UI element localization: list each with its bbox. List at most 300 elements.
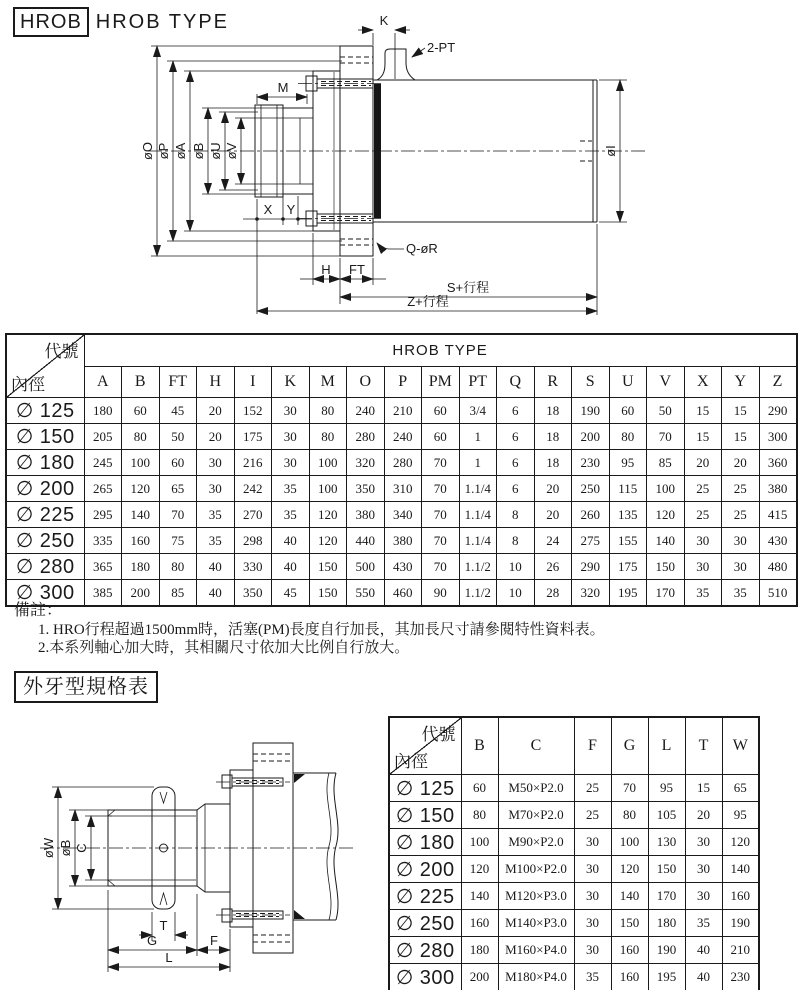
bore-label: ∅ 180 [6, 450, 84, 476]
dimension-value: 250 [572, 476, 610, 502]
dimension-value: 70 [422, 554, 460, 580]
dimension-value: 8 [497, 502, 535, 528]
dimension-value: 30 [722, 528, 760, 554]
dimension-value: 216 [234, 450, 272, 476]
corner2-bore-label: 內徑 [394, 752, 428, 771]
bolt-hole-callout: Q-øR [406, 241, 438, 256]
dimension-value: 275 [572, 528, 610, 554]
table2-corner-cell [389, 717, 461, 775]
dimension-value: 365 [84, 554, 122, 580]
dimension-value: 80 [609, 424, 647, 450]
dimension-value: 1.1/4 [459, 476, 497, 502]
notes-title: 備註： [14, 602, 63, 619]
dimension-value: 30 [574, 937, 611, 964]
dimension-value: M100×P2.0 [498, 856, 574, 883]
dimension-value: 230 [572, 450, 610, 476]
dimension-value: M120×P3.0 [498, 883, 574, 910]
bore-label: ∅ 125 [389, 775, 461, 802]
column-header: T [685, 717, 722, 775]
dimension-value: 40 [685, 964, 722, 990]
dimension-value: 180 [84, 398, 122, 424]
table-row [6, 398, 797, 424]
dimension-value: 152 [234, 398, 272, 424]
dimension-value: 350 [234, 580, 272, 607]
dimension-value: 120 [309, 528, 347, 554]
dimension-value: 120 [647, 502, 685, 528]
hrob-dimension-table [5, 333, 798, 607]
dimension-value: 180 [648, 910, 685, 937]
dimension-value: 3/4 [459, 398, 497, 424]
dimension-value: 320 [572, 580, 610, 607]
bore-label: ∅ 180 [389, 829, 461, 856]
bore-label: ∅ 250 [389, 910, 461, 937]
dimension-value: 170 [647, 580, 685, 607]
dimension-value: 30 [574, 883, 611, 910]
weld-mark-bottom [294, 910, 305, 919]
dimension-value: 95 [648, 775, 685, 802]
table-row [6, 424, 797, 450]
dimension-value: 160 [611, 937, 648, 964]
table-row [6, 450, 797, 476]
dimension-value: M140×P3.0 [498, 910, 574, 937]
dim-label-ft: FT [349, 262, 365, 277]
dimension-value: 290 [572, 554, 610, 580]
dim-label-k: K [379, 13, 389, 28]
dimension-value: 35 [722, 580, 760, 607]
dimension-value: 1.1/2 [459, 580, 497, 607]
dimension-value: 40 [272, 554, 310, 580]
dimension-value: 15 [684, 424, 722, 450]
dimension-value: 335 [84, 528, 122, 554]
dimension-value: 170 [648, 883, 685, 910]
dim-label-dia-p: øP [156, 142, 171, 160]
dimension-value: 20 [534, 502, 572, 528]
column-header: H [197, 367, 235, 398]
dimension-value: 30 [684, 554, 722, 580]
dimension-value: 18 [534, 398, 572, 424]
thread-section-title: 外牙型規格表 [14, 671, 158, 703]
dim-label-dia-b: øB [191, 142, 206, 160]
dimension-value: 135 [609, 502, 647, 528]
dimension-value: 430 [384, 554, 422, 580]
dimension-value: 85 [159, 580, 197, 607]
dimension-value: M160×P4.0 [498, 937, 574, 964]
dimension-value: 180 [122, 554, 160, 580]
dimension-value: 290 [759, 398, 797, 424]
dimension-value: 10 [497, 580, 535, 607]
column-header: S [572, 367, 610, 398]
dimension-value: 1.1/4 [459, 502, 497, 528]
dimension-value: 100 [461, 829, 498, 856]
bore-label: ∅ 225 [389, 883, 461, 910]
dimension-value: 15 [685, 775, 722, 802]
dimension-value: 80 [309, 424, 347, 450]
dim-label-s-stroke: S+行程 [446, 280, 490, 295]
dimension-value: 80 [309, 398, 347, 424]
dimension-value: 300 [759, 424, 797, 450]
dimension-value: 6 [497, 450, 535, 476]
column-header: A [84, 367, 122, 398]
dimension-value: 40 [197, 580, 235, 607]
dimension-value: 20 [722, 450, 760, 476]
table-row [389, 964, 759, 990]
dimension-value: 70 [422, 528, 460, 554]
dimension-value: 26 [534, 554, 572, 580]
dimension-value: 6 [497, 424, 535, 450]
corner2-code-label: 代號 [421, 725, 456, 744]
dimension-value: 120 [309, 502, 347, 528]
dimension-value: 35 [197, 502, 235, 528]
bore-label: ∅ 200 [389, 856, 461, 883]
table-row [6, 476, 797, 502]
dimension-value: M180×P4.0 [498, 964, 574, 990]
table-row [6, 554, 797, 580]
dimension-value: 70 [159, 502, 197, 528]
dimension-value: 30 [685, 883, 722, 910]
dimension-value: 50 [647, 398, 685, 424]
bore-label: ∅ 300 [6, 580, 84, 607]
corner-code-label: 代號 [44, 342, 79, 361]
dimension-value: 60 [609, 398, 647, 424]
dimension-value: 350 [347, 476, 385, 502]
dimension-value: 30 [197, 476, 235, 502]
dimension-value: 90 [422, 580, 460, 607]
dimension-value: 24 [534, 528, 572, 554]
dimension-value: 140 [611, 883, 648, 910]
dimension-value: 30 [685, 856, 722, 883]
dimension-value: 60 [159, 450, 197, 476]
dimension-value: 25 [574, 775, 611, 802]
dimension-value: 205 [84, 424, 122, 450]
column-header: X [684, 367, 722, 398]
dimension-value: 20 [197, 424, 235, 450]
dimension-value: 480 [759, 554, 797, 580]
dimension-value: 415 [759, 502, 797, 528]
dim-label-x: X [263, 202, 273, 217]
dim-label-dia-o: øO [140, 141, 155, 161]
dimension-value: 245 [84, 450, 122, 476]
column-header: I [234, 367, 272, 398]
dim-label-m: M [277, 80, 289, 95]
column-header: F [574, 717, 611, 775]
table-row [389, 856, 759, 883]
dimension-value: 70 [647, 424, 685, 450]
dimension-value: 35 [197, 528, 235, 554]
dimension-value: 30 [197, 450, 235, 476]
dimension-value: 160 [722, 883, 759, 910]
column-header: U [609, 367, 647, 398]
dimension-value: 320 [347, 450, 385, 476]
dimension-value: 40 [685, 937, 722, 964]
dimension-value: 95 [722, 802, 759, 829]
dimension-value: 70 [422, 502, 460, 528]
dimension-value: 120 [122, 476, 160, 502]
dimension-value: 240 [384, 424, 422, 450]
dim-label-f: F [210, 933, 218, 948]
dimension-value: 30 [574, 910, 611, 937]
dimension-value: 75 [159, 528, 197, 554]
dimension-value: 160 [122, 528, 160, 554]
column-header: K [272, 367, 310, 398]
column-header: B [122, 367, 160, 398]
column-header: C [498, 717, 574, 775]
dimension-value: 140 [647, 528, 685, 554]
thread-type-drawing [0, 700, 400, 990]
dimension-value: 260 [572, 502, 610, 528]
dimension-value: 65 [159, 476, 197, 502]
dimension-value: 1 [459, 424, 497, 450]
dimension-value: 265 [84, 476, 122, 502]
dimension-value: 30 [685, 829, 722, 856]
table-row [389, 883, 759, 910]
note-item-1: 1. HRO行程超過1500mm時，活塞(PM)長度自行加長，其加長尺寸請參閱特性資料表。 [38, 621, 605, 638]
series-code-box: HROB [13, 7, 89, 37]
dimension-value: 25 [722, 476, 760, 502]
note-item-2: 2.本系列軸心加大時，其相關尺寸依加大比例自行放大。 [38, 639, 410, 656]
dimension-value: 20 [684, 450, 722, 476]
column-header: Q [497, 367, 535, 398]
table-span-header: HROB TYPE [84, 334, 797, 367]
dimension-value: 380 [759, 476, 797, 502]
column-header: O [347, 367, 385, 398]
dimension-value: 298 [234, 528, 272, 554]
column-header: B [461, 717, 498, 775]
bore-label: ∅ 200 [6, 476, 84, 502]
dimension-value: 70 [611, 775, 648, 802]
dim-label-t: T [159, 918, 168, 933]
notes-block [14, 601, 789, 657]
gland-weld-band [374, 84, 381, 218]
column-header: W [722, 717, 759, 775]
dimension-value: 1.1/2 [459, 554, 497, 580]
dimension-value: 30 [722, 554, 760, 580]
page-title: HROB TYPE [95, 11, 230, 33]
dimension-value: 18 [534, 424, 572, 450]
dimension-value: 80 [159, 554, 197, 580]
dimension-value: 175 [234, 424, 272, 450]
dimension-value: 242 [234, 476, 272, 502]
dim-label-dia-v: øV [224, 142, 239, 160]
dim-label-c: C [74, 843, 89, 853]
dimension-value: 115 [609, 476, 647, 502]
dimension-value: 30 [272, 398, 310, 424]
table-corner-cell [6, 334, 84, 398]
dimension-value: M90×P2.0 [498, 829, 574, 856]
dimension-value: 30 [272, 450, 310, 476]
hrob-section-drawing [0, 0, 800, 330]
dimension-value: 6 [497, 398, 535, 424]
dim-label-dia-b2: øB [58, 839, 73, 857]
dimension-value: 60 [422, 398, 460, 424]
dimension-value: 340 [384, 502, 422, 528]
bore-label: ∅ 250 [6, 528, 84, 554]
dimension-value: 155 [609, 528, 647, 554]
dimension-value: 195 [609, 580, 647, 607]
dimension-value: 70 [422, 476, 460, 502]
column-header: M [309, 367, 347, 398]
dimension-value: 25 [574, 802, 611, 829]
dimension-value: 175 [609, 554, 647, 580]
dimension-value: 430 [759, 528, 797, 554]
dimension-value: 20 [197, 398, 235, 424]
dimension-value: 15 [722, 398, 760, 424]
dimension-value: 295 [84, 502, 122, 528]
dimension-value: 45 [272, 580, 310, 607]
dimension-value: 1.1/4 [459, 528, 497, 554]
dimension-value: 150 [647, 554, 685, 580]
dim-label-g: G [146, 933, 158, 948]
port-callout-label: 2-PT [427, 40, 456, 55]
dimension-value: 105 [648, 802, 685, 829]
bore-label: ∅ 225 [6, 502, 84, 528]
dimension-value: 380 [347, 502, 385, 528]
dimension-value: 100 [611, 829, 648, 856]
column-header: Z [759, 367, 797, 398]
bore-label: ∅ 300 [389, 964, 461, 990]
dimension-value: 180 [461, 937, 498, 964]
dimension-value: 120 [611, 856, 648, 883]
dimension-value: 210 [384, 398, 422, 424]
dimension-value: 385 [84, 580, 122, 607]
table-row [389, 910, 759, 937]
dimension-value: 80 [611, 802, 648, 829]
dimension-value: 8 [497, 528, 535, 554]
dimension-value: 150 [611, 910, 648, 937]
dimension-value: 35 [272, 502, 310, 528]
dimension-value: 100 [647, 476, 685, 502]
dimension-value: 550 [347, 580, 385, 607]
column-header: L [648, 717, 685, 775]
dimension-value: 130 [648, 829, 685, 856]
dimension-value: 200 [461, 964, 498, 990]
dimension-value: 120 [461, 856, 498, 883]
dimension-value: 200 [122, 580, 160, 607]
dimension-value: 240 [347, 398, 385, 424]
dimension-value: 60 [461, 775, 498, 802]
dimension-value: 40 [197, 554, 235, 580]
dimension-value: 140 [122, 502, 160, 528]
dimension-value: 510 [759, 580, 797, 607]
dimension-value: 70 [422, 450, 460, 476]
dimension-value: 195 [648, 964, 685, 990]
dimension-value: 6 [497, 476, 535, 502]
dimension-value: 460 [384, 580, 422, 607]
dimension-value: 100 [122, 450, 160, 476]
column-header: Y [722, 367, 760, 398]
dim-label-z-stroke: Z+行程 [407, 294, 449, 309]
dimension-value: 1 [459, 450, 497, 476]
dimension-value: 85 [647, 450, 685, 476]
dimension-value: 150 [309, 580, 347, 607]
dimension-value: 20 [685, 802, 722, 829]
column-header: PM [422, 367, 460, 398]
dimension-value: 40 [272, 528, 310, 554]
dim-label-h: H [321, 262, 331, 277]
table-row [6, 528, 797, 554]
dimension-value: 80 [461, 802, 498, 829]
dimension-value: 18 [534, 450, 572, 476]
dimension-value: 35 [684, 580, 722, 607]
dimension-value: 190 [722, 910, 759, 937]
column-header: FT [159, 367, 197, 398]
table-row [6, 502, 797, 528]
dimension-value: 25 [684, 502, 722, 528]
dimension-value: 65 [722, 775, 759, 802]
dimension-value: 440 [347, 528, 385, 554]
dimension-value: 330 [234, 554, 272, 580]
dimension-value: 100 [309, 476, 347, 502]
table-row [389, 937, 759, 964]
column-header: P [384, 367, 422, 398]
dimension-value: 150 [309, 554, 347, 580]
dimension-value: 30 [574, 856, 611, 883]
dimension-value: 20 [534, 476, 572, 502]
dimension-value: 230 [722, 964, 759, 990]
dimension-value: 360 [759, 450, 797, 476]
dimension-value: 150 [648, 856, 685, 883]
dimension-value: 95 [609, 450, 647, 476]
dim-label-y: Y [286, 202, 296, 217]
dimension-value: M50×P2.0 [498, 775, 574, 802]
column-header: V [647, 367, 685, 398]
dimension-value: 280 [347, 424, 385, 450]
dimension-value: 50 [159, 424, 197, 450]
dimension-value: 25 [722, 502, 760, 528]
dimension-value: 160 [461, 910, 498, 937]
port-boss [377, 49, 415, 80]
thread-spec-table [388, 716, 760, 990]
dim-label-dia-i: øI [603, 145, 618, 157]
dimension-value: 100 [309, 450, 347, 476]
bore-label: ∅ 280 [6, 554, 84, 580]
corner-bore-label: 內徑 [11, 375, 45, 394]
dimension-value: 30 [684, 528, 722, 554]
bore-label: ∅ 150 [6, 424, 84, 450]
dimension-value: 190 [572, 398, 610, 424]
dimension-value: 120 [722, 829, 759, 856]
dimension-value: 10 [497, 554, 535, 580]
bore-label: ∅ 125 [6, 398, 84, 424]
dimension-value: 60 [422, 424, 460, 450]
dimension-value: 80 [122, 424, 160, 450]
dimension-value: 190 [648, 937, 685, 964]
column-header: PT [459, 367, 497, 398]
dimension-value: 380 [384, 528, 422, 554]
dimension-value: 210 [722, 937, 759, 964]
dimension-value: 500 [347, 554, 385, 580]
column-header: G [611, 717, 648, 775]
table-row [389, 829, 759, 856]
dimension-value: 15 [722, 424, 760, 450]
dim-label-dia-w: øW [41, 837, 56, 859]
dimension-value: 35 [272, 476, 310, 502]
weld-mark-top [294, 774, 305, 783]
dimension-value: 30 [574, 829, 611, 856]
table-row [389, 802, 759, 829]
dimension-value: 25 [684, 476, 722, 502]
dimension-value: 200 [572, 424, 610, 450]
dimension-value: M70×P2.0 [498, 802, 574, 829]
dimension-value: 35 [574, 964, 611, 990]
column-header: R [534, 367, 572, 398]
dimension-value: 270 [234, 502, 272, 528]
dim-label-dia-u: øU [208, 142, 223, 160]
dimension-value: 15 [684, 398, 722, 424]
bore-label: ∅ 280 [389, 937, 461, 964]
dimension-value: 310 [384, 476, 422, 502]
table-row [389, 775, 759, 802]
dimension-value: 28 [534, 580, 572, 607]
